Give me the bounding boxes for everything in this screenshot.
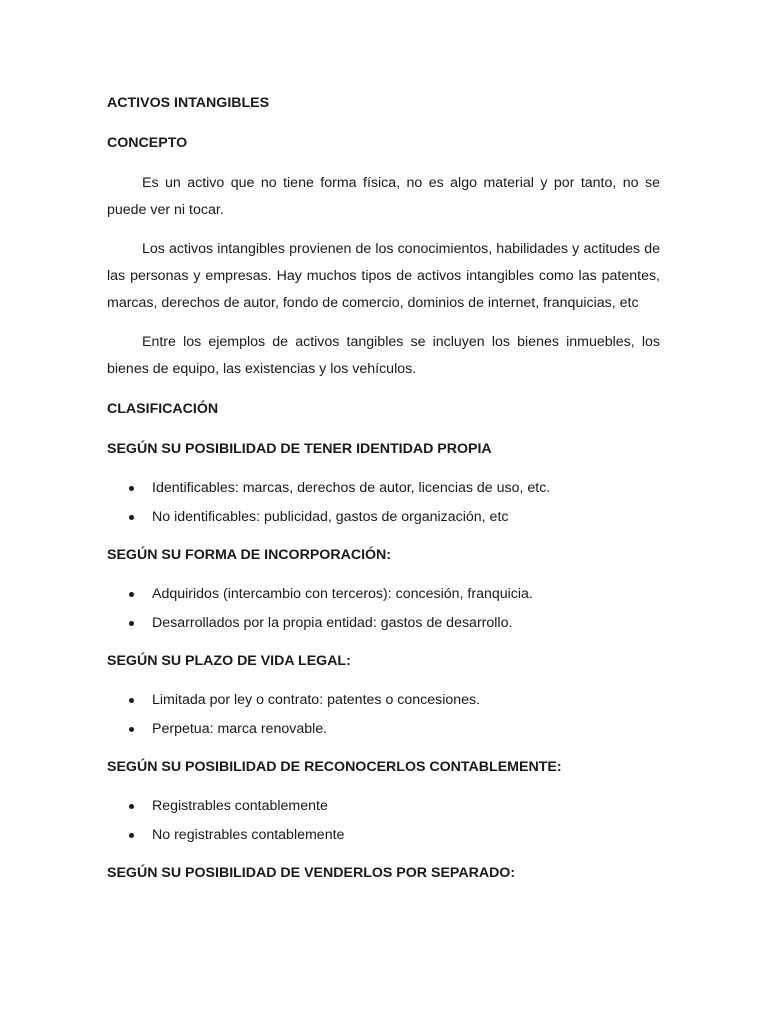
concepto-heading: CONCEPTO xyxy=(107,135,188,151)
paragraph: Entre los ejemplos de activos tangibles se incluyen los bienes inmuebles, los bienes de equipo, las existencias y los vehículos. xyxy=(107,334,660,377)
bullet-list xyxy=(107,474,660,532)
bullet-list xyxy=(107,792,660,850)
bullet-list xyxy=(107,686,660,744)
list-item: No registrables contablemente xyxy=(107,821,660,850)
list-item: Limitada por ley o contrato: patentes o concesiones. xyxy=(107,686,660,715)
list-item: Desarrollados por la propia entidad: gastos de desarrollo. xyxy=(107,609,660,638)
list-item: Adquiridos (intercambio con terceros): concesión, franquicia. xyxy=(107,580,660,609)
bullet-list xyxy=(107,580,660,638)
document-title: ACTIVOS INTANGIBLES xyxy=(107,95,270,111)
section-heading: SEGÚN SU FORMA DE INCORPORACIÓN: xyxy=(107,547,392,563)
list-item: No identificables: publicidad, gastos de organización, etc xyxy=(107,503,660,532)
section-heading: SEGÚN SU POSIBILIDAD DE TENER IDENTIDAD PROPIA xyxy=(107,441,492,457)
list-item: Registrables contablemente xyxy=(107,792,660,821)
paragraph: Es un activo que no tiene forma física, no es algo material y por tanto, no se puede ver ni tocar. xyxy=(107,175,660,218)
section-heading: SEGÚN SU POSIBILIDAD DE RECONOCERLOS CONTABLEMENTE: xyxy=(107,759,562,775)
paragraph: Los activos intangibles provienen de los conocimientos, habilidades y actitudes de las personas y empresas. Hay muchos tipos de activos intangibles como las patentes, marcas, derechos de autor, fondo de comercio, dominios de internet, franquicias, etc xyxy=(107,241,660,311)
document-page xyxy=(107,90,660,887)
clasificacion-heading: CLASIFICACIÓN xyxy=(107,401,219,417)
list-item: Identificables: marcas, derechos de autor, licencias de uso, etc. xyxy=(107,474,660,503)
section-heading: SEGÚN SU POSIBILIDAD DE VENDERLOS POR SEPARADO: xyxy=(107,865,516,881)
section-heading: SEGÚN SU PLAZO DE VIDA LEGAL: xyxy=(107,653,351,669)
list-item: Perpetua: marca renovable. xyxy=(107,715,660,744)
